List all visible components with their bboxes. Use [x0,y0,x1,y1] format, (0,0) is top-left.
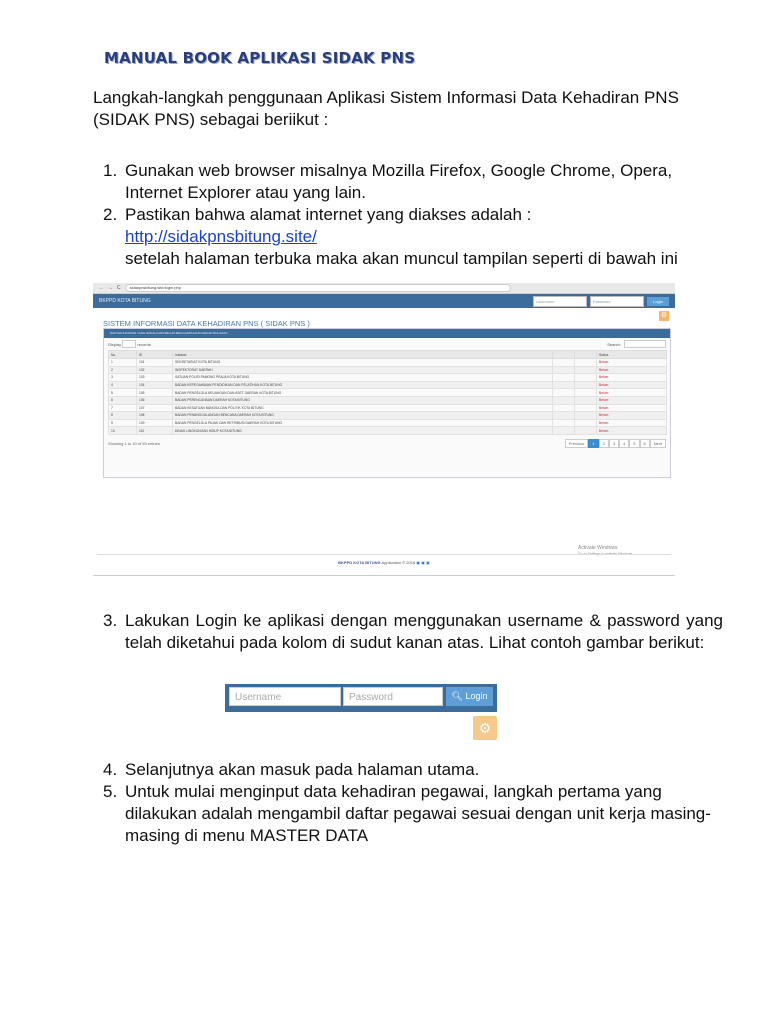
table-row: 6 106 BADAN PERENCANAAN DAERAH KOTA BITUNG Belum [109,396,667,404]
app-navbar [93,294,675,308]
steps-list-b [93,610,723,654]
table-row: 2 102 INSPEKTORAT DAERAH Belum [109,366,667,374]
document-title: MANUAL BOOK APLIKASI SIDAK PNS [104,49,416,67]
step-1: 1. Gunakan web browser misalnya Mozilla Firefox, Google Chrome, Opera, Internet Explorer atau yang lain. [103,161,673,202]
step-5: 5. Untuk mulai menginput data kehadiran pegawai, langkah pertama yang dilakukan adalah mengambil daftar pegawai sesuai dengan unit kerja masing-masing di menu MASTER DATA [103,782,711,845]
login-button: 🔍︎ Login [446,687,493,706]
pagination: Previous 1 2 3 4 5 6 Next [565,439,666,448]
instansi-table [108,350,667,435]
table-row: 9 109 BADAN PENGELOLA PAJAK DAN RETRIBUSI DAERAH KOTA BITUNG Belum [109,419,667,427]
username-field: Username [229,687,341,706]
table-row: 10 110 DINAS LINGKUNGAN HIDUP KOTA BITUNG Belum [109,427,667,435]
shot-password-input: Password [590,296,644,307]
table-header: No ID Instansi Status [109,351,667,359]
table-row: 7 107 BADAN KESATUAN BANGSA DAN POLITIK KOTA BITUNG Belum [109,404,667,412]
app-footer: BKPPD KOTA BITUNG Application © 2018 ▣ ▣ ▣ [338,560,430,565]
shot-login-button: Login [647,297,669,306]
table-row: 8 108 BADAN PENANGGULANGAN BENCANA DAERAH KOTA BITUNG Belum [109,412,667,420]
windows-watermark: Activate Windows Go to Settings to activate Windows. [578,545,634,556]
app-screenshot [93,283,675,576]
back-icon: ← [99,285,104,291]
intro-paragraph: Langkah-langkah penggunaan Aplikasi Sistem Informasi Data Kehadiran PNS (SIDAK PNS) sebagai beriikut : [93,88,679,129]
table-row: 3 103 SATUAN POLISI PAMONG PRAJA KOTA BITUNG Belum [109,374,667,382]
shot-search-input [624,340,666,348]
table-controls: Display records Search: [104,338,670,350]
page-size-select [122,340,136,348]
step-4: 4. Selanjutnya akan masuk pada halaman utama. [103,760,480,779]
shot-username-input: Username [533,296,587,307]
url-box: sidakpnsbitung.site/login.php [125,284,511,292]
login-bar-image [225,684,497,712]
social-icons: ▣ ▣ ▣ [416,560,430,565]
password-field: Password [343,687,443,706]
key-icon: 🔍︎ [451,691,463,701]
settings-gear-icon: ⚙ [473,716,497,740]
steps-list-a [93,160,723,270]
gear-icon: ⚙ [660,312,668,319]
app-title: SISTEM INFORMASI DATA KEHADIRAN PNS ( SIDAK PNS ) [103,319,310,328]
instansi-panel [103,328,671,478]
panel-heading: DAFTAR INSTANSI YANG SUDAH DAN BELUM MENGUMPULKAN REKAP BULANAN [104,329,670,338]
step-3: 3. Lakukan Login ke aplikasi dengan menggunakan username & password yang telah diketahui pada kolom di sudut kanan atas. Lihat contoh gambar berikut: [103,611,723,652]
navbar-brand: BKPPD KOTA BITUNG [99,298,151,304]
table-row: 5 105 BADAN PENGELOLA KEUANGAN DAN ASET DAERAH KOTA BITUNG Belum [109,389,667,397]
forward-icon: → [108,285,113,291]
site-link[interactable]: http://sidakpnsbitung.site/ [125,227,317,246]
steps-list-c [93,759,723,847]
step-2: 2. Pastikan bahwa alamat internet yang diakses adalah : http://sidakpnsbitung.site/ setelah halaman terbuka maka akan muncul tampilan seperti di bawah ini [103,205,678,268]
table-row: 4 104 BADAN KEPEGAWAIAN PENDIDIKAN DAN PELATIHAN KOTA BITUNG Belum [109,381,667,389]
browser-bar [93,283,675,294]
table-row: 1 101 SEKRETARIAT KOTA BITUNG Belum [109,359,667,367]
table-footer: Showing 1 to 10 of 55 entries Previous 1 2 3 4 5 6 Next [104,435,670,448]
reload-icon: C [117,285,121,291]
